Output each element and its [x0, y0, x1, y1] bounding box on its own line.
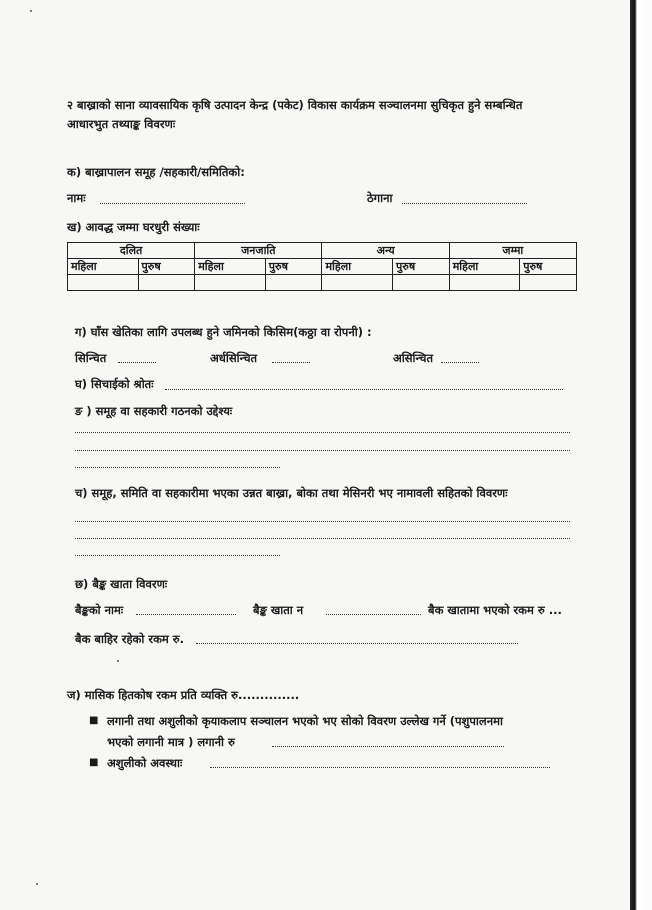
unirrigated-field[interactable]	[441, 362, 479, 363]
subheader-male: पुरुष	[393, 259, 450, 275]
semi-irrigated-field[interactable]	[272, 362, 310, 363]
scan-speck	[117, 660, 119, 662]
recovery-status-label: अशुलीको अवस्थाः	[107, 756, 183, 770]
irrigated-label: सिन्चित	[75, 351, 107, 365]
irrigated-field[interactable]	[118, 362, 156, 363]
investment-field[interactable]	[272, 746, 504, 747]
section-ga-heading: ग) घाँस खेतिका लागि उपलब्ध हुने जमिनको किसिम(कठ्ठा वा रोपनी) :	[75, 325, 372, 339]
section-ka-heading: क) बाख्रापालन समूह /सहकारी/समितिको:	[67, 165, 245, 179]
table-cell[interactable]	[195, 275, 266, 291]
group-janajati: जनजाति	[195, 243, 322, 259]
table-cell[interactable]	[393, 275, 450, 291]
account-number-label: बैङ्क खाता न	[253, 603, 304, 617]
details-line-2[interactable]	[75, 538, 570, 539]
objective-line-1[interactable]	[75, 432, 570, 433]
subheader-male: पुरुष	[138, 259, 195, 275]
investment-text-line-2: भएको लगानी मात्र ) लगानी रु	[107, 735, 235, 749]
account-number-field[interactable]	[326, 614, 421, 615]
address-field[interactable]	[402, 203, 527, 204]
name-field[interactable]	[100, 203, 245, 204]
table-cell[interactable]	[449, 275, 520, 291]
bullet-icon: ■	[89, 757, 99, 768]
table-cell[interactable]	[322, 275, 393, 291]
section-nga-heading: ङ ) समूह वा सहकारी गठनको उद्देश्यः	[75, 404, 233, 418]
section-ja-heading: ज) मासिक हितकोष रकम प्रति व्यक्ति रु..............	[67, 688, 300, 702]
table-cell[interactable]	[265, 275, 322, 291]
irrigation-source-field[interactable]	[165, 389, 563, 390]
bank-name-field[interactable]	[136, 614, 236, 615]
group-total: जम्मा	[449, 243, 576, 259]
investment-text-line-1: लगानी तथा अशुलीको कृयाकलाप सञ्चालन भएको भए सोको विवरण उल्लेख गर्ने (पशुपालनमा	[107, 714, 503, 728]
subheader-female: महिला	[195, 259, 266, 275]
amount-outside-field[interactable]	[196, 643, 518, 644]
scan-speck	[36, 883, 38, 885]
group-dalit: दलित	[68, 243, 195, 259]
section-cha-heading: च) समूह, समिति वा सहकारीमा भएका उन्नत बाख्रा, बोका तथा मेसिनरी भए नामावली सहितको विवरणः	[75, 486, 508, 500]
amount-in-account-label: बैक खातामा भएको रकम रु ...	[428, 603, 562, 617]
table-cell[interactable]	[138, 275, 195, 291]
details-line-3[interactable]	[75, 555, 280, 556]
semi-irrigated-label: अर्धसिन्चित	[210, 351, 258, 365]
unirrigated-label: असिन्चित	[393, 351, 434, 365]
household-table	[67, 242, 577, 291]
details-line-1[interactable]	[75, 521, 570, 522]
group-other: अन्य	[322, 243, 449, 259]
bank-name-label: बैङ्कको नामः	[75, 603, 124, 617]
objective-line-2[interactable]	[75, 450, 570, 451]
intro-line-1: २ बाख्राको साना व्यावसायिक कृषि उत्पादन केन्द्र (पकेट) विकास कार्यक्रम सञ्चालनमा सुचिकृत हुने सम्बन्धित	[67, 98, 523, 112]
objective-line-3[interactable]	[75, 467, 280, 468]
subheader-female: महिला	[68, 259, 139, 275]
table-cell[interactable]	[68, 275, 139, 291]
page-edge-shadow	[630, 0, 652, 910]
subheader-male: पुरुष	[265, 259, 322, 275]
intro-line-2: आधारभुत तथ्याङ्क विवरणः	[67, 117, 176, 131]
bullet-icon: ■	[89, 715, 99, 726]
section-kha-heading: ख) आवद्ध जम्मा घरधुरी संख्याः	[67, 220, 200, 234]
name-label: नामः	[67, 191, 86, 205]
section-gha-heading: घ) सिचाईको श्रोतः	[75, 377, 154, 391]
subheader-female: महिला	[322, 259, 393, 275]
subheader-female: महिला	[449, 259, 520, 275]
table-cell[interactable]	[520, 275, 577, 291]
address-label: ठेगाना	[367, 191, 393, 205]
amount-outside-label: बैक बाहिर रहेको रकम रु.	[75, 632, 185, 646]
subheader-male: पुरुष	[520, 259, 577, 275]
section-chha-heading: छ) बैङ्क खाता विवरणः	[75, 577, 168, 591]
scan-speck	[30, 10, 32, 12]
recovery-status-field[interactable]	[210, 767, 550, 768]
